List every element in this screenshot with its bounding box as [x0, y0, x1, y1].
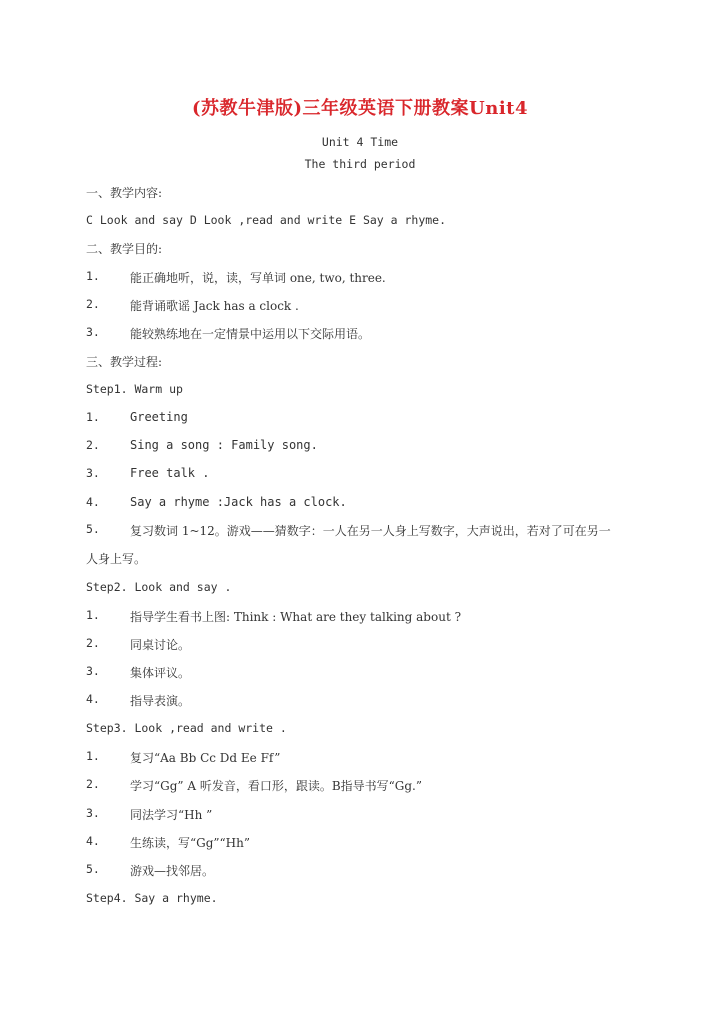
objective-text: 能正确地听，说，读，写单词 one, two, three. — [130, 271, 386, 285]
step1-item-text: Say a rhyme :Jack has a clock. — [130, 495, 347, 509]
step4-heading: Step4. Say a rhyme. — [86, 891, 218, 905]
step2-item-number: 4. — [86, 692, 100, 706]
step3-heading: Step3. Look ,read and write . — [86, 721, 287, 735]
document-title: (苏教牛津版)三年级英语下册教案Unit4 — [192, 98, 528, 119]
section-heading-process: 三、教学过程: — [86, 355, 163, 369]
step1-item-text: Greeting — [130, 410, 188, 424]
step2-item-text: 集体评议。 — [130, 666, 191, 680]
step1-heading: Step1. Warm up — [86, 382, 183, 396]
step1-item-number: 2. — [86, 438, 100, 452]
objective-text: 能背诵歌谣 Jack has a clock . — [130, 299, 299, 313]
step2-item-number: 1. — [86, 608, 100, 622]
section-heading-content: 一、教学内容: — [86, 186, 163, 200]
step1-item-text: Sing a song : Family song. — [130, 438, 318, 452]
step3-item-text: 生练读，写“Gg”“Hh” — [130, 836, 251, 850]
objective-number: 2. — [86, 297, 100, 311]
step3-item-text: 同法学习“Hh ” — [130, 808, 213, 822]
step3-item-text: 游戏—找邻居。 — [130, 864, 215, 878]
step2-item-number: 2. — [86, 636, 100, 650]
step1-item-text: 复习数词 1~12。游戏——猜数字：一人在另一人身上写数字，大声说出，若对了可在另一 — [130, 524, 611, 538]
section-heading-objectives: 二、教学目的: — [86, 242, 163, 256]
step3-item-text: 学习“Gg” A 听发音，看口形，跟读。B指导书写“Gg.” — [130, 779, 423, 793]
step3-item-number: 1. — [86, 749, 100, 763]
step1-item-number: 5. — [86, 522, 100, 536]
step3-item-number: 3. — [86, 806, 100, 820]
unit-subtitle: Unit 4 Time — [321, 135, 399, 149]
objective-text: 能较熟练地在一定情景中运用以下交际用语。 — [130, 327, 371, 341]
step2-heading: Step2. Look and say . — [86, 580, 232, 594]
step3-item-number: 5. — [86, 862, 100, 876]
step1-item-continuation: 人身上写。 — [86, 552, 147, 566]
step3-item-number: 2. — [86, 777, 100, 791]
period-subtitle: The third period — [304, 157, 416, 171]
step1-item-number: 3. — [86, 466, 100, 480]
step2-item-text: 同桌讨论。 — [130, 638, 191, 652]
objective-number: 1. — [86, 269, 100, 283]
section-content-text: C Look and say D Look ,read and write E Say a rhyme. — [86, 213, 447, 227]
step2-item-text: 指导学生看书上图: Think : What are they talking about ? — [130, 610, 462, 624]
step3-item-text: 复习“Aa Bb Cc Dd Ee Ff” — [130, 751, 281, 765]
step2-item-text: 指导表演。 — [130, 694, 191, 708]
step1-item-number: 1. — [86, 410, 100, 424]
step2-item-number: 3. — [86, 664, 100, 678]
step3-item-number: 4. — [86, 834, 100, 848]
step1-item-number: 4. — [86, 495, 100, 509]
step1-item-text: Free talk . — [130, 466, 210, 480]
objective-number: 3. — [86, 325, 100, 339]
